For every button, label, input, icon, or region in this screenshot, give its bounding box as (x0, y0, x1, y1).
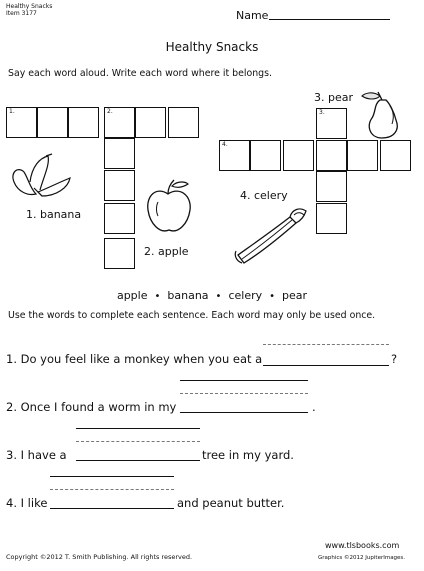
crossword-cell[interactable] (316, 140, 347, 171)
sentence-3-end: tree in my yard. (202, 448, 294, 462)
answer-line-3[interactable] (76, 460, 200, 461)
word-bank (0, 289, 424, 302)
item-number: Item 3177 (6, 10, 37, 17)
clue-number-2: 2. (107, 108, 113, 115)
crossword-cell[interactable] (104, 238, 135, 269)
writing-guide-dashed (263, 344, 389, 345)
sentence-1-end: ? (391, 352, 398, 366)
crossword-cell[interactable] (316, 171, 347, 202)
writing-guide-dashed (180, 393, 308, 394)
answer-line-1[interactable] (263, 365, 389, 366)
instructions-sentences: Use the words to complete each sentence. Each word may only be used once. (8, 310, 376, 321)
clue-pear-label: 3. pear (314, 91, 354, 104)
worksheet-header (6, 3, 52, 17)
crossword-cell[interactable] (37, 107, 68, 138)
pear-icon (360, 90, 408, 140)
answer-line-2[interactable] (180, 412, 308, 413)
sentence-1: 1. Do you feel like a monkey when you eat a (6, 352, 263, 366)
worksheet-title-small: Healthy Snacks (6, 3, 53, 10)
word-bank-banana: banana (167, 289, 209, 302)
crossword-cell[interactable] (316, 108, 347, 139)
crossword-cell[interactable] (168, 107, 199, 138)
sentence-2: 2. Once I found a worm in my (6, 400, 177, 414)
word-bank-apple: apple (116, 289, 148, 302)
clue-celery-label: 4. celery (240, 189, 288, 202)
word-bank-separator: • (215, 291, 222, 302)
crossword-cell[interactable] (104, 107, 135, 138)
word-bank-separator: • (154, 291, 161, 302)
name-label: Name (236, 9, 269, 22)
copyright-notice: Copyright ©2012 T. Smith Publishing. All rights reserved. (6, 553, 193, 561)
answer-line-1-extra[interactable] (180, 380, 308, 381)
crossword-cell[interactable] (347, 140, 378, 171)
crossword-cell[interactable] (135, 107, 166, 138)
word-bank-pear: pear (282, 289, 308, 302)
apple-icon (144, 178, 194, 238)
clue-number-1: 1. (9, 108, 15, 115)
page-title: Healthy Snacks (165, 40, 259, 54)
celery-icon (232, 205, 312, 265)
sentence-4: 4. I like (6, 496, 48, 510)
clue-banana-label: 1. banana (26, 208, 82, 221)
answer-line-3-extra[interactable] (50, 476, 174, 477)
answer-line-4[interactable] (50, 508, 174, 509)
answer-line-2-extra[interactable] (76, 428, 200, 429)
crossword-cell[interactable] (250, 140, 281, 171)
word-bank-separator: • (269, 291, 276, 302)
banana-icon (8, 152, 78, 204)
clue-number-3: 3. (319, 109, 325, 116)
crossword-cell[interactable] (380, 140, 411, 171)
crossword-cell[interactable] (316, 203, 347, 234)
name-field[interactable] (269, 19, 390, 20)
sentence-2-end: . (312, 400, 316, 414)
clue-number-4: 4. (222, 141, 228, 148)
sentence-4-end: and peanut butter. (177, 496, 285, 510)
clue-apple-label: 2. apple (144, 245, 189, 258)
crossword-cell[interactable] (68, 107, 99, 138)
writing-guide-dashed (50, 489, 174, 490)
crossword-cell[interactable] (104, 138, 135, 169)
crossword-cell[interactable] (283, 140, 314, 171)
graphics-credit: Graphics ©2012 JupiterImages. (318, 555, 406, 561)
writing-guide-dashed (76, 441, 200, 442)
instructions-top: Say each word aloud. Write each word where it belongs. (8, 68, 272, 79)
word-bank-celery: celery (228, 289, 263, 302)
crossword-cell[interactable] (104, 170, 135, 201)
website-link[interactable]: www.tlsbooks.com (325, 541, 400, 550)
crossword-cell[interactable] (6, 107, 37, 138)
crossword-cell[interactable] (219, 140, 250, 171)
sentence-3: 3. I have a (6, 448, 67, 462)
crossword-cell[interactable] (104, 203, 135, 234)
